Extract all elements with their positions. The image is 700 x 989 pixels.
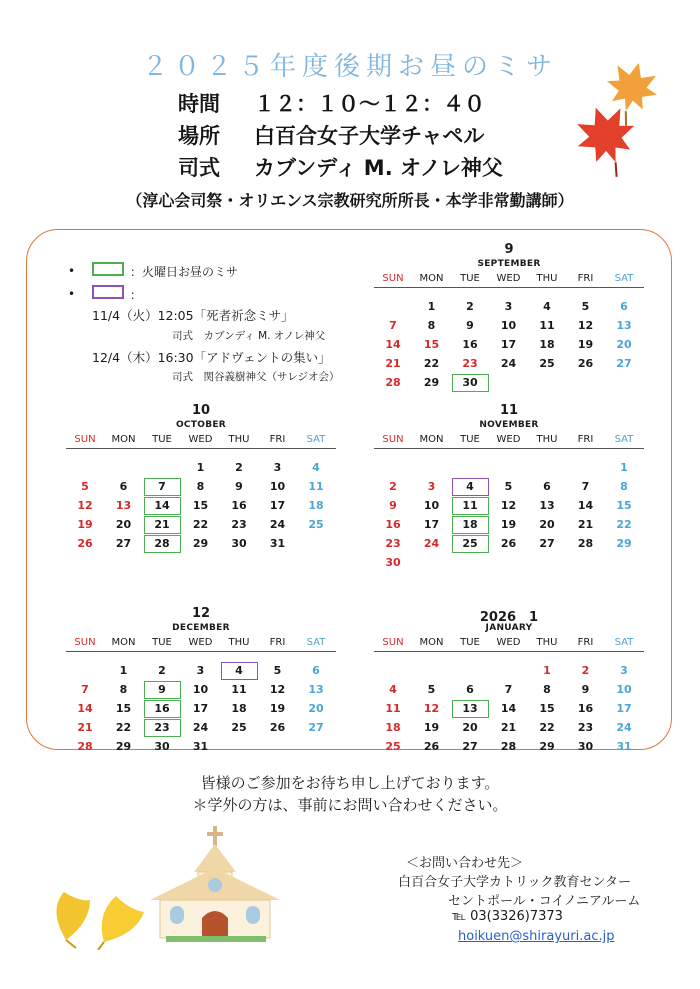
calendar-day: 17 (269, 499, 286, 512)
legend-green-box (92, 262, 124, 276)
calendar-day: 31 (269, 537, 286, 550)
month-number: 9 (504, 242, 514, 257)
calendar-day: 18 (462, 518, 478, 531)
invitation-text: 皆様のご参加をお待ち申し上げております。 (200, 774, 500, 792)
calendar-day: 2 (158, 664, 166, 677)
calendar-day: 13 (462, 702, 478, 715)
calendar-day: 12 (577, 319, 594, 332)
calendar-day: 26 (77, 537, 93, 550)
weekday-label: SUN (382, 273, 404, 284)
calendar-day: 20 (462, 721, 478, 734)
calendar-day: 27 (616, 357, 632, 370)
calendar-day: 5 (81, 480, 89, 493)
calendar-day: 28 (385, 376, 401, 389)
calendar-day: 8 (119, 683, 128, 696)
page-title: ２０２５年度後期お昼のミサ (141, 52, 558, 82)
calendar-day: 19 (77, 518, 93, 531)
calendar-day: 16 (462, 338, 478, 351)
calendar-day: 18 (385, 721, 401, 734)
calendar-day: 1 (543, 664, 551, 677)
weekday-header (374, 273, 644, 288)
calendar-day: 11 (462, 499, 478, 512)
weekday-label: MON (111, 637, 136, 648)
calendar-day: 14 (500, 702, 517, 715)
contact-org: 白百合女子大学カトリック教育センター (398, 875, 631, 890)
calendar-day: 4 (466, 480, 474, 493)
calendar-day: 28 (577, 537, 594, 550)
calendar-day: 3 (273, 461, 282, 474)
calendar-day: 21 (385, 357, 401, 370)
calendar-day: 30 (154, 740, 170, 753)
calendar-day: 9 (466, 319, 474, 332)
calendar-day: 9 (158, 683, 166, 696)
calendar-day: 19 (577, 338, 594, 351)
calendar-day: 2 (466, 300, 474, 313)
calendar-day: 21 (77, 721, 93, 734)
calendar-day: 5 (581, 300, 590, 313)
weekday-label: MON (419, 637, 444, 648)
calendar-day: 8 (620, 480, 628, 493)
calendar-day: 15 (539, 702, 555, 715)
weekday-label: TUE (152, 434, 172, 445)
month-name: SEPTEMBER (477, 259, 541, 269)
calendar-day: 11 (308, 480, 324, 493)
weekday-label: FRI (577, 434, 594, 445)
calendar-day: 2 (389, 480, 397, 493)
calendar-day: 26 (269, 721, 286, 734)
calendar-day: 27 (308, 721, 324, 734)
celebrant-note: （淳心会司祭・オリエンス宗教研究所所長・本学非常勤講師） (126, 191, 574, 210)
calendar-day: 4 (543, 300, 551, 313)
calendar-day: 8 (196, 480, 205, 493)
calendar-day: 17 (192, 702, 209, 715)
weekday-label: WED (496, 434, 521, 445)
calendar-day: 31 (192, 740, 209, 753)
weekday-label: SAT (306, 434, 326, 445)
weekday-label: SUN (382, 637, 404, 648)
calendar-day: 27 (115, 537, 132, 550)
month-number: 11 (499, 403, 519, 418)
notice-text: ＊学外の方は、事前にお問い合わせください。 (192, 796, 508, 814)
calendar-day: 28 (500, 740, 517, 753)
calendar-day: 5 (273, 664, 282, 677)
calendar-day: 13 (616, 319, 632, 332)
calendar-day: 24 (423, 537, 440, 550)
calendar-day: 29 (115, 740, 132, 753)
time-value: １２：１０～１２：４０ (254, 92, 485, 116)
celebrant-label: 司式 (178, 156, 220, 180)
calendar-day: 19 (500, 518, 517, 531)
calendar-day: 6 (312, 664, 320, 677)
calendar-day: 26 (577, 357, 594, 370)
calendar-day: 5 (504, 480, 513, 493)
calendar-day: 13 (115, 499, 132, 512)
time-row (178, 88, 485, 118)
weekday-label: THU (228, 434, 250, 445)
calendar-day: 22 (192, 518, 209, 531)
calendar-day: 4 (235, 664, 243, 677)
calendar-day: 4 (312, 461, 320, 474)
calendar-day: 1 (196, 461, 205, 474)
calendar-day: 30 (577, 740, 594, 753)
calendar-day: 1 (427, 300, 436, 313)
calendar-day: 29 (616, 537, 632, 550)
calendar-day: 15 (616, 499, 632, 512)
calendar-day: 19 (423, 721, 440, 734)
legend-bullet: • (68, 287, 76, 301)
calendar-day: 22 (616, 518, 632, 531)
month-name: NOVEMBER (479, 420, 539, 430)
calendar-day: 1 (620, 461, 628, 474)
month-name: OCTOBER (175, 420, 227, 430)
calendar-day: 14 (77, 702, 93, 715)
weekday-label: FRI (269, 434, 286, 445)
calendar-day: 23 (154, 721, 170, 734)
calendar-day: 18 (308, 499, 324, 512)
calendar-day: 20 (115, 518, 132, 531)
weekday-label: THU (536, 637, 558, 648)
calendar-day: 12 (269, 683, 286, 696)
calendar-day: 15 (423, 338, 440, 351)
weekday-label: FRI (577, 637, 594, 648)
calendar-day: 7 (389, 319, 397, 332)
calendar-day: 3 (504, 300, 513, 313)
calendar-day: 17 (423, 518, 440, 531)
weekday-label: TUE (460, 637, 480, 648)
calendar-day: 21 (577, 518, 594, 531)
contact-email-link[interactable]: hoikuen@shirayuri.ac.jp (458, 929, 615, 944)
calendar-day: 6 (466, 683, 474, 696)
calendar-day: 10 (616, 683, 632, 696)
place-row (178, 120, 484, 150)
calendar-day: 10 (269, 480, 286, 493)
calendar-day: 28 (154, 537, 170, 550)
calendar-day: 19 (269, 702, 286, 715)
calendar-day: 20 (539, 518, 555, 531)
legend-purple-box (92, 285, 124, 299)
weekday-label: SUN (74, 637, 96, 648)
calendar-day: 21 (154, 518, 170, 531)
calendar-day: 16 (385, 518, 401, 531)
weekday-label: THU (536, 434, 558, 445)
calendar-day: 14 (385, 338, 401, 351)
calendar-day: 29 (423, 376, 440, 389)
calendar-day: 23 (385, 537, 401, 550)
contact-heading: ＜お問い合わせ先＞ (406, 856, 524, 871)
calendar-day: 24 (269, 518, 286, 531)
contact-room: セントポール・コイノニアルーム (448, 894, 641, 909)
calendar-day: 15 (192, 499, 209, 512)
calendar-day: 18 (539, 338, 555, 351)
calendar-day: 17 (616, 702, 632, 715)
calendar-day: 10 (192, 683, 209, 696)
calendar-day: 22 (115, 721, 132, 734)
calendar-day: 26 (500, 537, 517, 550)
calendar-day: 3 (196, 664, 205, 677)
calendar-day: 4 (389, 683, 397, 696)
calendar-day: 20 (616, 338, 632, 351)
calendar-day: 11 (385, 702, 401, 715)
event-celebrant: 司式 関谷義樹神父（サレジオ会） (172, 371, 340, 383)
celebrant-value: カブンディ M. オノレ神父 (254, 156, 503, 180)
calendar-day: 1 (119, 664, 128, 677)
event-title: 11/4（火）12:05「死者祈念ミサ」 (92, 308, 294, 323)
calendar-day: 2 (581, 664, 590, 677)
calendar-day: 7 (504, 683, 513, 696)
calendar-day: 24 (500, 357, 517, 370)
weekday-header (374, 434, 644, 449)
calendar-day: 9 (235, 480, 243, 493)
calendar-day: 17 (500, 338, 517, 351)
calendar-day: 6 (119, 480, 128, 493)
calendar-day: 21 (500, 721, 517, 734)
calendar-day: 12 (500, 499, 517, 512)
contact-tel: ℡ 03(3326)7373 (452, 909, 563, 924)
calendar-day: 3 (620, 664, 628, 677)
calendar-day: 16 (231, 499, 247, 512)
calendar-day: 11 (539, 319, 555, 332)
calendar-day: 22 (423, 357, 440, 370)
calendar-day: 15 (115, 702, 132, 715)
calendar-day: 24 (192, 721, 209, 734)
calendar-day: 25 (462, 537, 478, 550)
calendar-day: 27 (462, 740, 478, 753)
calendar-day: 13 (308, 683, 324, 696)
calendar-day: 16 (154, 702, 170, 715)
calendar-day: 8 (427, 319, 436, 332)
calendar-day: 23 (577, 721, 594, 734)
calendar-day: 25 (385, 740, 401, 753)
weekday-header (66, 637, 336, 652)
calendar-day: 12 (77, 499, 93, 512)
month-name: DECEMBER (172, 623, 230, 633)
calendar-day: 10 (500, 319, 517, 332)
calendar-day: 22 (539, 721, 555, 734)
weekday-label: WED (188, 434, 213, 445)
weekday-label: TUE (152, 637, 172, 648)
calendar-day: 25 (539, 357, 555, 370)
month-number: 12 (191, 606, 211, 621)
legend-bullet: • (68, 264, 76, 278)
weekday-label: SAT (614, 434, 634, 445)
place-value: 白百合女子大学チャペル (254, 124, 485, 148)
calendar-day: 10 (423, 499, 440, 512)
weekday-label: SAT (614, 637, 634, 648)
weekday-label: WED (188, 637, 213, 648)
legend-green-label: ：火曜日お昼のミサ (130, 265, 239, 279)
calendar-day: 28 (77, 740, 93, 753)
calendar-day: 5 (427, 683, 436, 696)
calendar-day: 16 (577, 702, 594, 715)
calendar-day: 30 (462, 376, 478, 389)
weekday-label: TUE (460, 434, 480, 445)
calendar-day: 29 (192, 537, 209, 550)
ginkgo-leaves-icon (46, 880, 146, 950)
calendar-day: 3 (427, 480, 436, 493)
calendar-day: 29 (539, 740, 555, 753)
weekday-label: SUN (74, 434, 96, 445)
legend-purple-label: ： (130, 288, 143, 302)
chapel-icon (146, 824, 286, 946)
weekday-label: MON (419, 273, 444, 284)
calendar-day: 25 (231, 721, 247, 734)
time-label: 時間 (178, 92, 220, 116)
weekday-label: WED (496, 273, 521, 284)
weekday-header (374, 637, 644, 652)
weekday-label: FRI (577, 273, 594, 284)
calendar-day: 6 (620, 300, 628, 313)
calendar-day: 23 (231, 518, 247, 531)
month-name: JANUARY (485, 623, 533, 633)
weekday-label: FRI (269, 637, 286, 648)
calendar-day: 9 (389, 499, 397, 512)
calendar-day: 26 (423, 740, 440, 753)
calendar-day: 25 (308, 518, 324, 531)
weekday-label: SUN (382, 434, 404, 445)
weekday-header (66, 434, 336, 449)
weekday-label: THU (228, 637, 250, 648)
calendar-day: 7 (581, 480, 590, 493)
weekday-label: MON (111, 434, 136, 445)
calendar-day: 9 (581, 683, 590, 696)
calendar-day: 31 (616, 740, 632, 753)
event-title: 12/4（木）16:30「アドヴェントの集い」 (92, 350, 331, 365)
celebrant-row (178, 152, 503, 182)
calendar-day: 13 (539, 499, 555, 512)
calendar-day: 20 (308, 702, 324, 715)
calendar-day: 24 (616, 721, 632, 734)
calendar-day: 8 (543, 683, 551, 696)
calendar-day: 23 (462, 357, 478, 370)
calendar-day: 30 (231, 537, 247, 550)
calendar-day: 30 (385, 556, 401, 569)
calendar-day: 14 (577, 499, 594, 512)
month-number: 10 (191, 403, 211, 418)
calendar-day: 12 (423, 702, 440, 715)
month-number: 2026 1 (479, 610, 539, 625)
calendar-day: 2 (235, 461, 243, 474)
weekday-label: WED (496, 637, 521, 648)
maple-leaves-icon (574, 58, 674, 178)
weekday-label: TUE (460, 273, 480, 284)
calendar-day: 14 (154, 499, 170, 512)
weekday-label: MON (419, 434, 444, 445)
weekday-label: SAT (614, 273, 634, 284)
calendar-day: 7 (158, 480, 166, 493)
calendar-day: 6 (543, 480, 551, 493)
place-label: 場所 (178, 124, 220, 148)
calendar-day: 27 (539, 537, 555, 550)
weekday-label: SAT (306, 637, 326, 648)
calendar-day: 11 (231, 683, 247, 696)
calendar-day: 18 (231, 702, 247, 715)
weekday-label: THU (536, 273, 558, 284)
event-celebrant: 司式 カブンディ M. オノレ神父 (172, 330, 326, 342)
calendar-day: 7 (81, 683, 89, 696)
